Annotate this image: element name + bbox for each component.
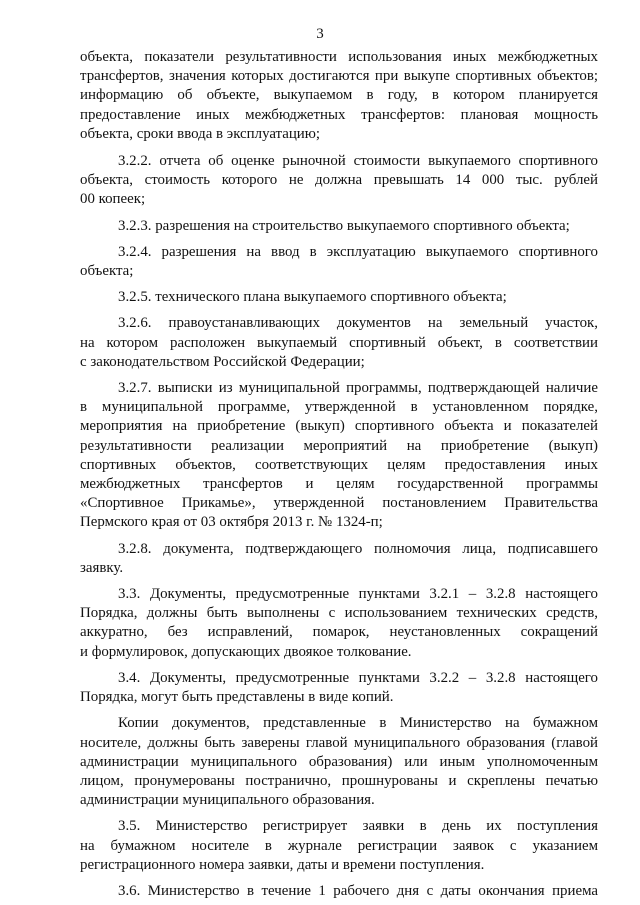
text-line: объекта, показатели результативности использования иных межбюджетных — [80, 49, 598, 65]
paragraph-p8 — [80, 585, 598, 662]
text-line: 3.6. Министерство в течение 1 рабочего дня с даты окончания приема — [118, 882, 598, 899]
text-line: 3.4. Документы, предусмотренные пунктами 3.2.2 – 3.2.8 настоящего — [118, 669, 598, 686]
paragraph-gap — [80, 533, 598, 540]
text-line: «Спортивное Прикамье», утвержденной постановлением Правительства — [80, 495, 598, 512]
text-line: трансфертов, значения которых достигаются при выкупе спортивных объектов; — [80, 68, 598, 85]
text-line: 3.2.4. разрешения на ввод в эксплуатацию выкупаемого спортивного — [118, 243, 598, 260]
text-line: лицом, пронумерованы постранично, прошнурованы и скреплены печатью — [80, 772, 598, 789]
paragraph-p7 — [80, 540, 598, 578]
paragraph-gap — [80, 307, 598, 314]
paragraph-p1 — [80, 152, 598, 210]
text-line: с законодательством Российской Федерации; — [80, 353, 365, 370]
text-line: носителе, должны быть заверены главой муниципального образования (главой — [80, 734, 598, 751]
text-line: 3.5. Министерство регистрирует заявки в день их поступления — [118, 818, 598, 835]
paragraph-gap — [80, 372, 598, 379]
text-line: информацию об объекте, выкупаемом в году, в котором планируется — [80, 87, 598, 104]
text-line: объекта, стоимость которого не должна превышать 14 000 тыс. рублей — [80, 172, 598, 189]
text-line: 3.2.2. отчета об оценке рыночной стоимости выкупаемого спортивного — [118, 153, 598, 170]
paragraph-gap — [80, 281, 598, 288]
paragraph-gap — [80, 236, 598, 243]
paragraph-gap — [80, 707, 598, 714]
paragraph-p9 — [80, 669, 598, 707]
text-line: 3.2.8. документа, подтверждающего полномочия лица, подписавшего — [118, 540, 598, 557]
text-line: 3.2.7. выписки из муниципальной программы, подтверждающей наличие — [118, 380, 598, 397]
text-line: предоставление иных межбюджетных трансфертов: плановая мощность — [80, 106, 598, 123]
text-line: объекта; — [80, 263, 134, 280]
paragraph-gap — [80, 662, 598, 669]
text-line: межбюджетных трансфертов и целям государственной программы — [80, 476, 598, 493]
text-line: на котором расположен выкупаемый спортивный объект, в соответствии — [80, 334, 598, 351]
text-line: результативности реализации мероприятий на приобретение (выкуп) — [80, 437, 598, 454]
text-line: Копии документов, представленные в Министерство на бумажном — [118, 715, 598, 732]
text-line: и формулировок, допускающих двоякое толкование. — [80, 643, 412, 660]
page-number: 3 — [316, 26, 324, 42]
text-line: 3.2.6. правоустанавливающих документов на земельный участок, — [118, 315, 598, 332]
paragraph-p11 — [80, 817, 598, 875]
text-line: администрации муниципального образования. — [80, 792, 375, 809]
paragraph-gap — [80, 578, 598, 585]
text-line: Пермского края от 03 октября 2013 г. № 1324-п; — [80, 514, 383, 531]
text-line: мероприятия на приобретение (выкуп) спортивного объекта и показателей — [80, 418, 598, 435]
text-line: 3.2.3. разрешения на строительство выкупаемого спортивного объекта; — [118, 217, 570, 234]
text-line: регистрационного номера заявки, даты и времени поступления. — [80, 856, 485, 873]
text-line: спортивных объектов, соответствующих целям предоставления иных — [80, 456, 598, 473]
paragraph-gap — [80, 875, 598, 882]
paragraph-p3 — [80, 243, 598, 281]
text-line: на бумажном носителе в журнале регистрации заявок с указанием — [80, 837, 598, 854]
text-line: администрации муниципального образования) или иным уполномоченным — [80, 753, 598, 770]
paragraph-p5 — [80, 314, 598, 372]
text-line: 00 копеек; — [80, 191, 146, 208]
paragraph-gap — [80, 144, 598, 152]
paragraph-p0 — [80, 48, 598, 144]
paragraph-p6 — [80, 379, 598, 533]
text-line: Порядка, должны быть выполнены с использованием технических средств, — [80, 605, 598, 622]
text-line: в муниципальной программе, утвержденной в установленном порядке, — [80, 399, 598, 416]
paragraph-p12 — [80, 882, 598, 901]
text-line: заявку. — [80, 559, 124, 576]
document-body — [80, 48, 598, 901]
text-line: аккуратно, без исправлений, помарок, неустановленных сокращений — [80, 624, 598, 641]
paragraph-gap — [80, 810, 598, 817]
text-line: 3.2.5. технического плана выкупаемого спортивного объекта; — [118, 289, 507, 306]
paragraph-gap — [80, 210, 598, 217]
text-line: объекта, сроки ввода в эксплуатацию; — [80, 125, 321, 142]
text-line: Порядка, могут быть представлены в виде копий. — [80, 689, 394, 706]
paragraph-p4 — [80, 288, 598, 307]
paragraph-p10 — [80, 714, 598, 810]
text-line: 3.3. Документы, предусмотренные пунктами 3.2.1 – 3.2.8 настоящего — [118, 586, 598, 603]
paragraph-p2 — [80, 217, 598, 236]
